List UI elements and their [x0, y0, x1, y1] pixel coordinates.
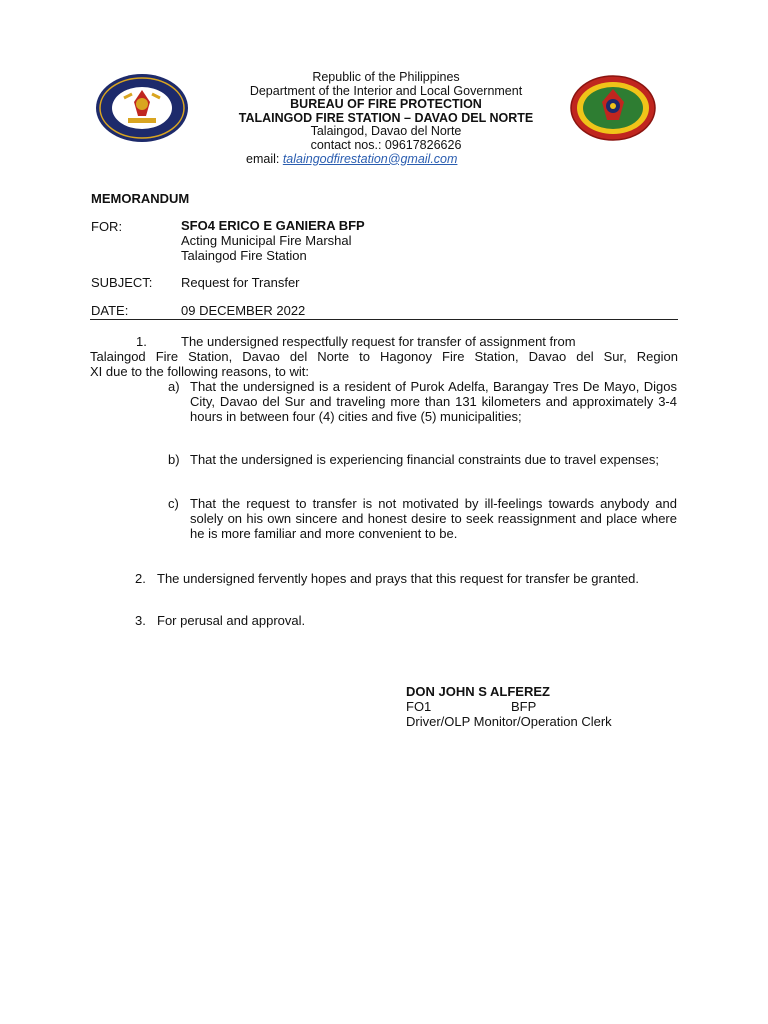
header-bureau: BUREAU OF FIRE PROTECTION: [290, 97, 482, 112]
subject-value: Request for Transfer: [181, 275, 300, 290]
reason-text: That the request to transfer is not motivated by ill-feelings towards anybody and solely on his own sincere and honest desire to seek reassignment and place where he is more familiar and more convenient to be.: [190, 496, 677, 541]
para2-text: The undersigned fervently hopes and prays that this request for transfer be granted.: [157, 571, 640, 586]
date-value: 09 DECEMBER 2022: [181, 303, 306, 318]
signatory-name: DON JOHN S ALFEREZ: [406, 684, 550, 699]
para3-marker: 3.: [135, 613, 146, 628]
for-recipient: [181, 218, 365, 263]
recipient-station: Talaingod Fire Station: [181, 248, 307, 263]
header-address: Talaingod, Davao del Norte: [310, 124, 462, 139]
para2: [135, 571, 677, 603]
header-station: TALAINGOD FIRE STATION – DAVAO DEL NORTE: [238, 110, 534, 125]
signature-block: [406, 684, 676, 729]
header-republic: Republic of the Philippines: [312, 70, 460, 84]
header-divider: [90, 319, 678, 320]
email-link[interactable]: talaingodfirestation@gmail.com: [282, 151, 458, 166]
reason-item: [168, 496, 677, 558]
reason-item: [168, 452, 677, 484]
para1-line2: Talaingod Fire Station, Davao del Norte to Hagonoy Fire Station, Davao del Sur, Region: [90, 349, 678, 364]
signatory-position: Driver/OLP Monitor/Operation Clerk: [406, 714, 612, 729]
letterhead: [180, 71, 592, 166]
reason-marker: a): [168, 379, 180, 394]
signatory-rank-line: [406, 699, 676, 714]
recipient-position: Acting Municipal Fire Marshal: [181, 233, 352, 248]
reason-text: That the undersigned is experiencing financial constraints due to travel expenses;: [190, 452, 660, 467]
subject-label: SUBJECT:: [91, 275, 153, 290]
para3-text: For perusal and approval.: [157, 613, 306, 628]
para2-marker: 2.: [135, 571, 146, 586]
para1-line3: XI due to the following reasons, to wit:: [90, 364, 309, 379]
email-label: email:: [246, 151, 280, 166]
para1-continuation: [90, 349, 678, 379]
signatory-rank: FO1: [406, 699, 432, 714]
header-email-line: [180, 153, 592, 167]
para1-line1: The undersigned respectfully request for transfer of assignment from: [181, 334, 576, 349]
header-contact: contact nos.: 09617826626: [310, 137, 462, 152]
signatory-unit: BFP: [511, 699, 537, 714]
reason-marker: c): [168, 496, 179, 511]
para3: [135, 613, 677, 629]
recipient-name: SFO4 ERICO E GANIERA BFP: [181, 218, 365, 233]
para1-marker: 1.: [136, 334, 147, 349]
memo-title: MEMORANDUM: [91, 191, 190, 206]
header-department: Department of the Interior and Local Government: [249, 83, 523, 98]
reason-item: [168, 379, 677, 441]
reason-text: That the undersigned is a resident of Purok Adelfa, Barangay Tres De Mayo, Digos City, Davao del Sur and traveling more than 131 kilometers and approximately 3-4 hours in between four (4) cities and five (5) municipalities;: [190, 379, 677, 424]
date-label: DATE:: [91, 303, 129, 318]
reason-marker: b): [168, 452, 180, 467]
bfp-seal-left: [94, 72, 190, 144]
for-label: FOR:: [91, 219, 123, 234]
